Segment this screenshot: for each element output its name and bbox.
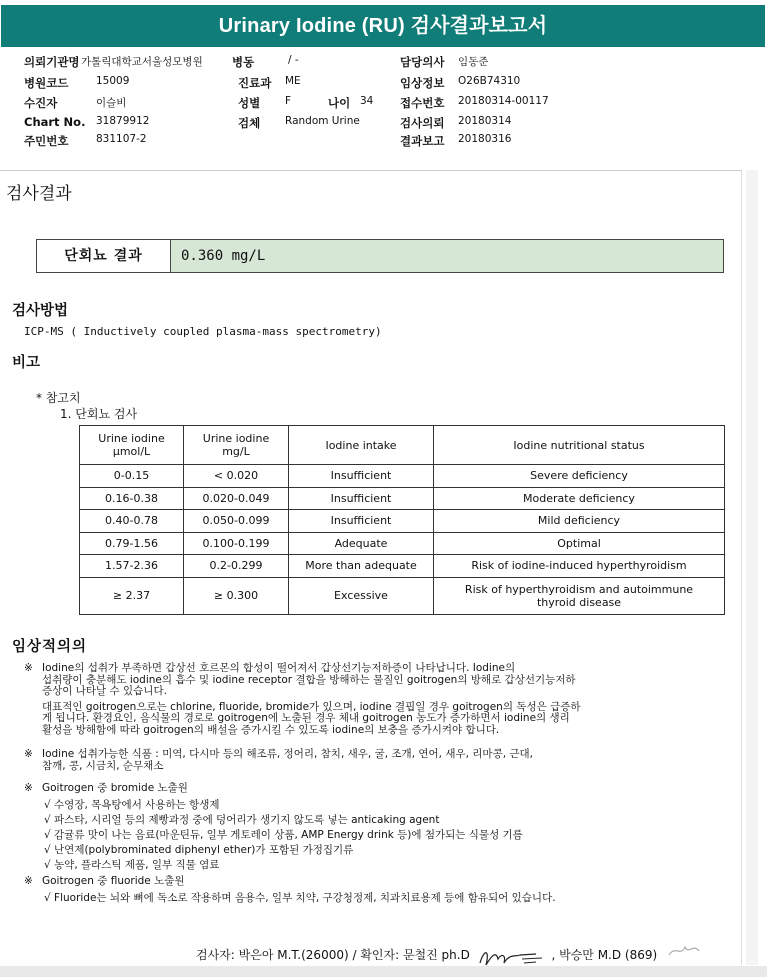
bromide-item: √ 파스타, 시리얼 등의 제빵과정 중에 덩어리가 생기지 않도록 넣는 anticaking agent <box>44 814 440 826</box>
table-cell: 0.2-0.299 <box>184 555 289 578</box>
signature-text-2: , 박승만 M.D (869) <box>551 948 658 962</box>
bromide-item: √ 수영장, 목욕탕에서 사용하는 항생제 <box>44 799 220 811</box>
note-mark: ※ <box>24 782 33 794</box>
fluoride-title-text: Goitrogen 중 fluoride 노출원 <box>42 875 185 887</box>
info-row-3 <box>24 95 754 111</box>
result-value: 0.360 mg/L <box>171 240 723 272</box>
ward-value: / - <box>288 54 299 66</box>
table-cell: Severe deficiency <box>434 465 725 488</box>
clinical-line: 증상이 나타날 수 있습니다. <box>42 685 167 697</box>
age-label: 나이 <box>328 96 351 110</box>
table-cell: Risk of iodine-induced hyperthyroidism <box>434 555 725 578</box>
table-cell: Insufficient <box>289 487 434 510</box>
fluoride-item: √ Fluoride는 뇌와 뼈에 독소로 작용하며 음용수, 일부 치약, 구강청정제, 치과치료용제 등에 함유되어 있습니다. <box>44 892 556 904</box>
result-label: 단회뇨 결과 <box>37 240 171 272</box>
table-header-cell: Urine iodine mg/L <box>184 426 289 465</box>
dept-value: ME <box>285 75 301 87</box>
hospital-code-value: 15009 <box>96 75 130 87</box>
table-cell: 0.100-0.199 <box>184 532 289 555</box>
table-cell: < 0.020 <box>184 465 289 488</box>
result-box <box>36 239 724 273</box>
clinical-line: 섭취량이 충분해도 iodine의 흡수 및 iodine receptor 결합을 방해하는 물질인 goitrogen의 방해로 갑상선기능저하 <box>42 673 576 686</box>
table-row <box>80 510 725 533</box>
sex-label: 성별 <box>238 96 261 110</box>
age-value: 34 <box>360 95 374 107</box>
table-cell: Insufficient <box>289 465 434 488</box>
hospital-code-label: 병원코드 <box>24 76 69 90</box>
id-label: 주민번호 <box>24 134 69 148</box>
table-cell: ≥ 0.300 <box>184 577 289 614</box>
table-row <box>80 532 725 555</box>
table-cell: Excessive <box>289 577 434 614</box>
chart-value: 31879912 <box>96 115 150 127</box>
table-cell: Adequate <box>289 532 434 555</box>
clinical-line: Iodine의 섭취가 부족하면 갑상선 호르몬의 합성이 떨어져서 갑상선기능저하증이 나타납니다. Iodine의 <box>42 662 516 674</box>
table-row <box>80 577 725 614</box>
reference-subtitle: 1. 단회뇨 검사 <box>60 407 138 421</box>
table-cell: 0.050-0.099 <box>184 510 289 533</box>
receipt-label: 접수번호 <box>400 96 445 110</box>
info-row-2 <box>24 75 754 91</box>
table-cell: 0.40-0.78 <box>80 510 184 533</box>
chart-label: Chart No. <box>24 115 86 129</box>
request-label: 검사의뢰 <box>400 116 445 130</box>
clinical-line: 대표적인 goitrogen으로는 chlorine, fluoride, bromide가 있으며, iodine 결핍일 경우 goitrogen의 독성은 급증하 <box>42 700 581 713</box>
table-cell: Moderate deficiency <box>434 487 725 510</box>
note-mark: ※ <box>24 875 33 887</box>
table-cell: ≥ 2.37 <box>80 577 184 614</box>
specimen-label: 검체 <box>238 116 261 130</box>
clinical-line: 활성을 방해함에 따라 goitrogen의 배설을 증가시킬 수 있도록 iodine의 보충을 증가시켜야 합니다. <box>42 723 500 736</box>
clinical-info-value: O26B74310 <box>458 75 521 87</box>
clinical-info-label: 임상정보 <box>400 76 445 90</box>
table-row <box>80 487 725 510</box>
clinical-line: 참깨, 콩, 시금치, 순무채소 <box>42 759 164 772</box>
table-header-cell: Iodine nutritional status <box>434 426 725 465</box>
table-header-row <box>80 426 725 465</box>
table-cell: 0.16-0.38 <box>80 487 184 510</box>
table-cell: 0.020-0.049 <box>184 487 289 510</box>
bromide-item: √ 농약, 플라스틱 제품, 일부 직물 염료 <box>44 859 220 871</box>
reference-title: * 참고치 <box>36 391 81 405</box>
note-mark: ※ <box>24 662 33 674</box>
id-value: 831107-2 <box>96 133 147 145</box>
ward-label: 병동 <box>232 55 255 69</box>
info-row-1 <box>24 54 754 70</box>
table-cell: 0.79-1.56 <box>80 532 184 555</box>
institution-label: 의뢰기관명 <box>24 55 80 69</box>
dept-label: 진료과 <box>238 76 272 90</box>
method-text: ICP-MS ( Inductively coupled plasma-mass spectrometry) <box>24 325 382 338</box>
clinical-heading: 임상적의의 <box>12 639 88 655</box>
note-mark: ※ <box>24 748 33 760</box>
scrollbar[interactable] <box>746 170 758 965</box>
table-cell: 1.57-2.36 <box>80 555 184 578</box>
signature-text-1: 검사자: 박은아 M.T.(26000) / 확인자: 문철진 ph.D <box>196 948 470 962</box>
table-header-cell: Urine iodine μmol/L <box>80 426 184 465</box>
table-cell: Risk of hyperthyroidism and autoimmune thyroid disease <box>434 577 725 614</box>
table-cell: Optimal <box>434 532 725 555</box>
request-value: 20180314 <box>458 115 512 127</box>
signature-line <box>196 937 705 963</box>
specimen-value: Random Urine <box>285 115 360 127</box>
doctor-label: 담당의사 <box>400 55 445 69</box>
institution-value: 가톨릭대학교서울성모병원 <box>81 56 203 68</box>
report-body <box>0 170 742 965</box>
report-value: 20180316 <box>458 133 512 145</box>
patient-value: 이슬비 <box>96 97 127 109</box>
reference-table <box>79 425 725 615</box>
clinical-line: 게 됩니다. 환경요인, 음식물의 경로로 goitrogen에 노출된 경우 체내 goitrogen 농도가 증가하면서 iodine의 생리 <box>42 712 570 724</box>
table-cell: Insufficient <box>289 510 434 533</box>
receipt-value: 20180314-00117 <box>458 95 549 107</box>
report-title: Urinary Iodine (RU) 검사결과보고서 <box>1 5 765 47</box>
info-row-5 <box>24 133 754 149</box>
report-label: 결과보고 <box>400 134 445 148</box>
sex-value: F <box>285 95 292 107</box>
bromide-item: √ 감귤류 맛이 나는 음료(마운틴듀, 일부 게토레이 상품, AMP Energy drink 등)에 첨가되는 식물성 기름 <box>44 829 523 841</box>
table-row <box>80 555 725 578</box>
clinical-paragraph-1 <box>24 662 724 736</box>
patient-label: 수진자 <box>24 96 58 110</box>
table-row <box>80 465 725 488</box>
bottom-bar <box>0 966 767 977</box>
method-heading: 검사방법 <box>12 303 69 319</box>
info-row-4 <box>24 115 754 131</box>
table-cell: More than adequate <box>289 555 434 578</box>
remarks-heading: 비고 <box>12 355 41 371</box>
doctor-value: 임동준 <box>458 56 489 68</box>
table-cell: Mild deficiency <box>434 510 725 533</box>
table-cell: 0-0.15 <box>80 465 184 488</box>
bromide-item: √ 난연제(polybrominated diphenyl ether)가 포함된 가정집기류 <box>44 844 354 856</box>
result-heading: 검사결과 <box>6 184 72 204</box>
signature-2-icon <box>665 939 705 961</box>
bromide-title-text: Goitrogen 중 bromide 노출원 <box>42 782 188 794</box>
table-header-cell: Iodine intake <box>289 426 434 465</box>
clinical-line: Iodine 섭취가능한 식품 : 미역, 다시마 등의 해조류, 정어리, 참치, 새우, 굴, 조개, 연어, 새우, 리마콩, 근대, <box>42 748 534 760</box>
